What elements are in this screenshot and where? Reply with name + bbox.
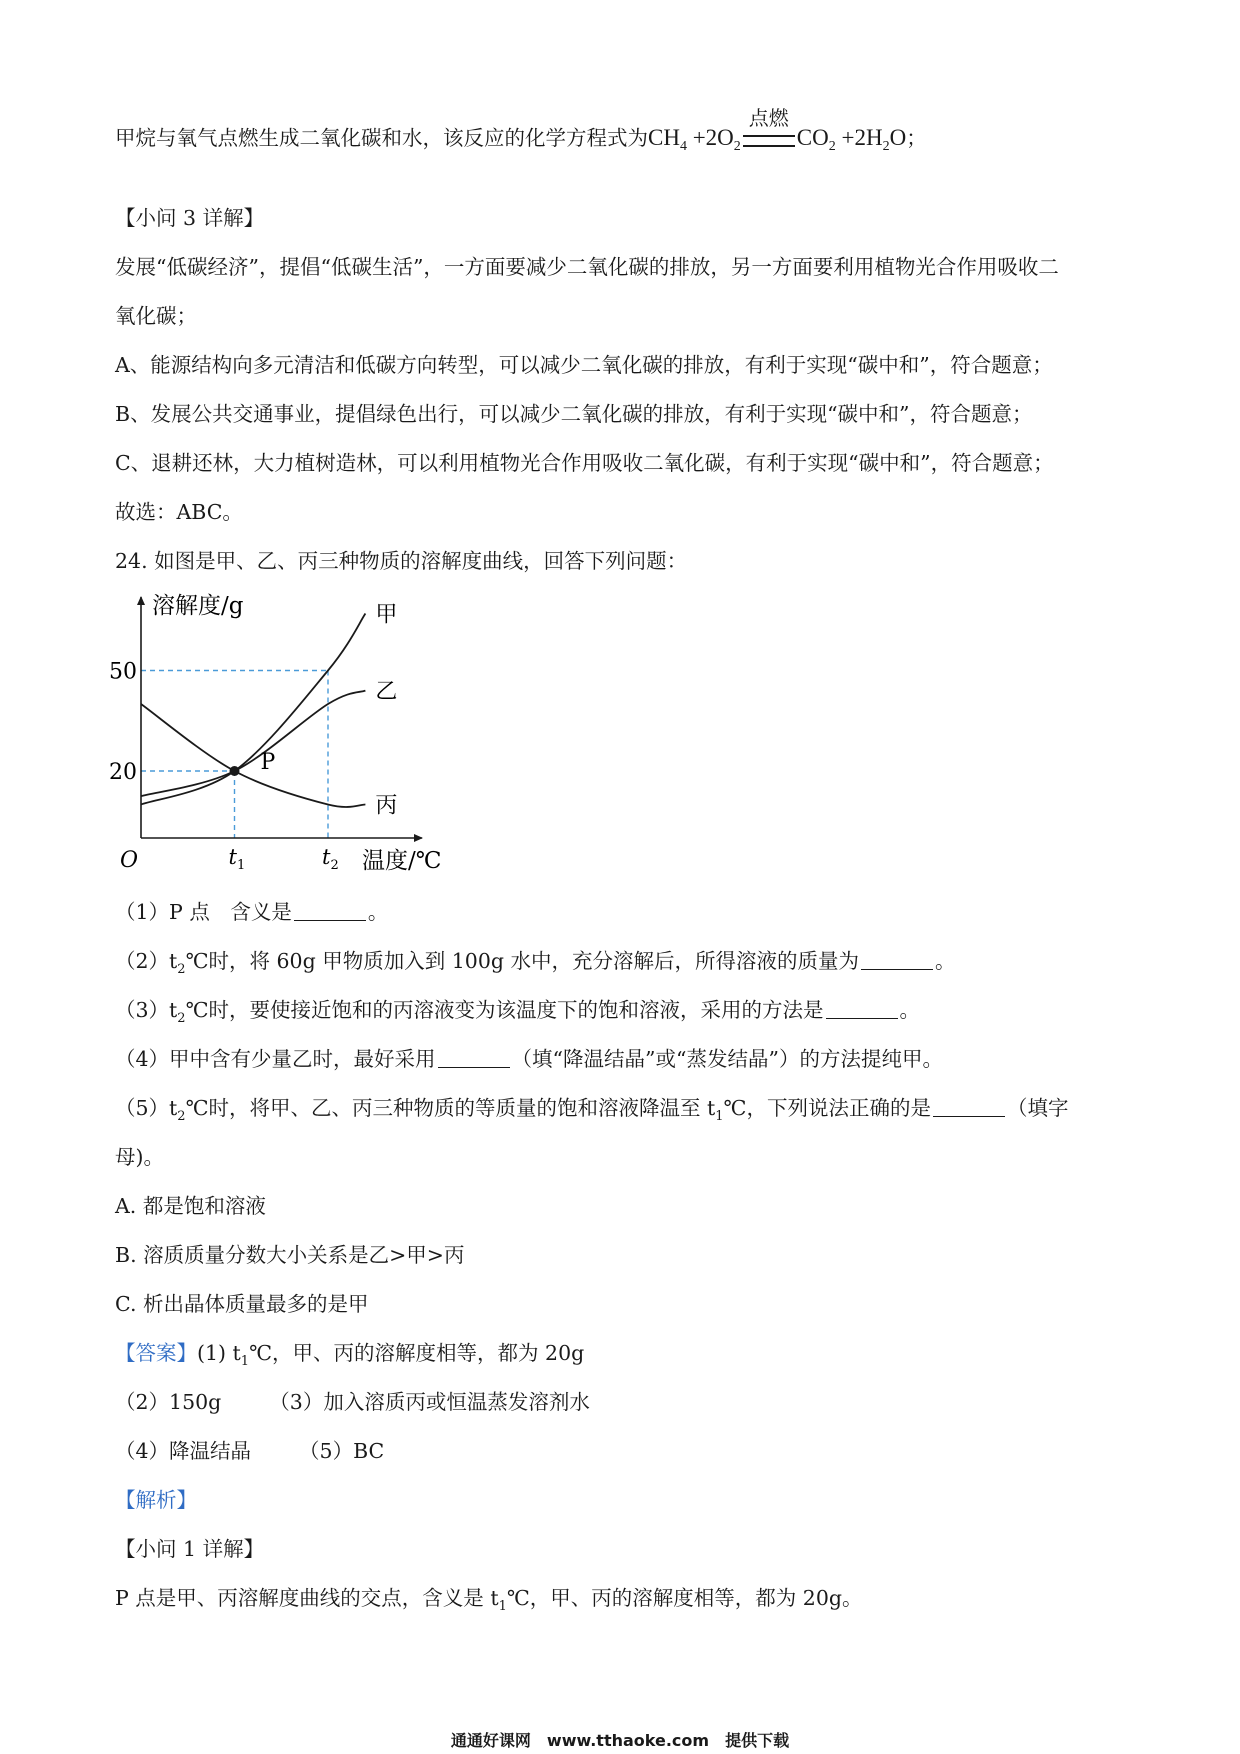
q5-text-3: ℃，下列说法正确的是: [723, 1096, 931, 1120]
page-footer: 通通好课网 www.tthaoke.com 提供下载: [450, 1731, 790, 1750]
y-axis-label: 溶解度/g: [152, 593, 244, 619]
subquestion-2: [115, 946, 956, 985]
answer-label: 【答案】: [115, 1341, 197, 1365]
equation-line: [115, 106, 927, 162]
option-a: A. 都是饱和溶液: [115, 1194, 266, 1218]
eq-end: ；: [906, 126, 927, 150]
q5-text: （5）t: [115, 1096, 178, 1120]
eq-term: CH: [648, 125, 680, 150]
answer-blank: [438, 1047, 510, 1068]
q3-text: （3）t: [115, 998, 178, 1022]
equation-intro: 甲烷与氧气点燃生成二氧化碳和水，该反应的化学方程式为: [115, 126, 648, 150]
answer-blank: [826, 998, 898, 1019]
answer-5: （5）BC: [299, 1439, 385, 1463]
subquestion-1: [115, 897, 388, 927]
q1-end: 。: [367, 900, 389, 924]
q2-sub: 2: [177, 962, 186, 978]
answer-3: （3）加入溶质丙或恒温蒸发溶剂水: [269, 1390, 590, 1414]
answer-2: （2）150g: [115, 1390, 222, 1414]
condition-text: 点燃: [748, 106, 789, 130]
solubility-chart: [100, 585, 460, 875]
sub1-text-a: P 点是甲、丙溶解度曲线的交点，含义是 t: [115, 1586, 499, 1610]
x-tick-label: $t_1$: [228, 845, 246, 873]
sub3-option-a: A、能源结构向多元清洁和低碳方向转型，可以减少二氧化碳的排放，有利于实现“碳中和”，符合题意；: [115, 353, 1053, 377]
answer-line-2: [115, 1387, 590, 1417]
sub3-para-line-2: 氧化碳；: [115, 304, 197, 328]
option-b: B. 溶质质量分数大小关系是乙>甲>丙: [115, 1243, 465, 1267]
sub1-sub: 1: [498, 1599, 507, 1615]
x-axis-label: 温度/℃: [362, 848, 442, 874]
reaction-condition: [743, 106, 795, 145]
eq-sub: 2: [828, 139, 836, 154]
origin-label: O: [120, 848, 139, 873]
eq-term: +2H: [835, 125, 883, 150]
subquestion-5: [115, 1093, 1068, 1132]
x-tick-label: $t_2$: [322, 845, 339, 873]
answer-1-text: ℃，甲、丙的溶解度相等，都为 20g: [249, 1341, 585, 1365]
sub3-option-c: C、退耕还林，大力植树造林，可以利用植物光合作用吸收二氧化碳，有利于实现“碳中和”，符合题意；: [115, 451, 1054, 475]
q4-text: （4）甲中含有少量乙时，最好采用: [115, 1047, 436, 1071]
q5-text-4: （填字: [1006, 1096, 1069, 1120]
eq-term: CO: [796, 125, 829, 150]
series-label: 乙: [375, 679, 398, 705]
answer-1: (1) t: [197, 1341, 241, 1365]
sub3-para-line-1: 发展“低碳经济”，提倡“低碳生活”，一方面要减少二氧化碳的排放，另一方面要利用植物光合作用吸收二: [115, 255, 1059, 279]
eq-sub: 2: [733, 139, 741, 154]
analysis-label: 【解析】: [115, 1488, 197, 1512]
sub1-heading: 【小问 1 详解】: [115, 1537, 265, 1561]
y-tick-label: 20: [109, 760, 137, 785]
answer-1-sub: 1: [240, 1354, 250, 1370]
eq-sub: 2: [882, 139, 890, 154]
answer-line-3: [115, 1436, 384, 1466]
point-p: [230, 766, 240, 776]
q2-text-2: ℃时，将 60g 甲物质加入到 100g 水中，充分溶解后，所得溶液的质量为: [185, 949, 860, 973]
eq-sub: 4: [679, 139, 687, 154]
q5-sub: 2: [177, 1109, 186, 1125]
q5-text-2: ℃时，将甲、乙、丙三种物质的等质量的饱和溶液降温至 t: [185, 1096, 716, 1120]
series-label: 丙: [375, 793, 398, 819]
eq-term: +2O: [686, 125, 734, 150]
equals-bars: [743, 135, 795, 147]
series-jia-curve: [141, 614, 365, 805]
sub1-text: [115, 1583, 863, 1622]
q4-text-2: （填“降温结晶”或“蒸发结晶”）的方法提纯甲。: [511, 1047, 943, 1071]
q2-text: （2）t: [115, 949, 178, 973]
y-tick-label: 50: [109, 659, 137, 685]
series-label: 甲: [375, 602, 398, 628]
q3-end: 。: [899, 998, 920, 1022]
sub3-choice: 故选：ABC。: [115, 500, 243, 524]
option-c: C. 析出晶体质量最多的是甲: [115, 1292, 369, 1316]
sub3-option-b: B、发展公共交通事业，提倡绿色出行，可以减少二氧化碳的排放，有利于实现“碳中和”，符合题意；: [115, 402, 1033, 426]
subquestion-4: [115, 1044, 943, 1074]
subquestion-5-cont: 母)。: [115, 1145, 164, 1169]
q1-text: （1）P 点 含义是: [115, 900, 292, 924]
q5-sub: 1: [715, 1109, 724, 1125]
sub3-heading: 【小问 3 详解】: [115, 206, 265, 230]
answer-line-1: [115, 1338, 584, 1377]
subquestion-3: [115, 995, 920, 1034]
answer-blank: [294, 900, 366, 921]
answer-4: （4）降温结晶: [115, 1439, 252, 1463]
q3-text-2: ℃时，要使接近饱和的丙溶液变为该温度下的饱和溶液，采用的方法是: [185, 998, 824, 1022]
q2-end: 。: [935, 949, 956, 973]
sub1-text-b: ℃，甲、丙的溶解度相等，都为 20g。: [506, 1586, 863, 1610]
answer-blank: [933, 1096, 1005, 1117]
q3-sub: 2: [177, 1011, 186, 1027]
eq-term: O: [889, 125, 907, 150]
question-24-stem: 24. 如图是甲、乙、丙三种物质的溶解度曲线，回答下列问题：: [115, 549, 688, 573]
answer-blank: [861, 949, 933, 970]
point-p-label: P: [260, 750, 276, 775]
